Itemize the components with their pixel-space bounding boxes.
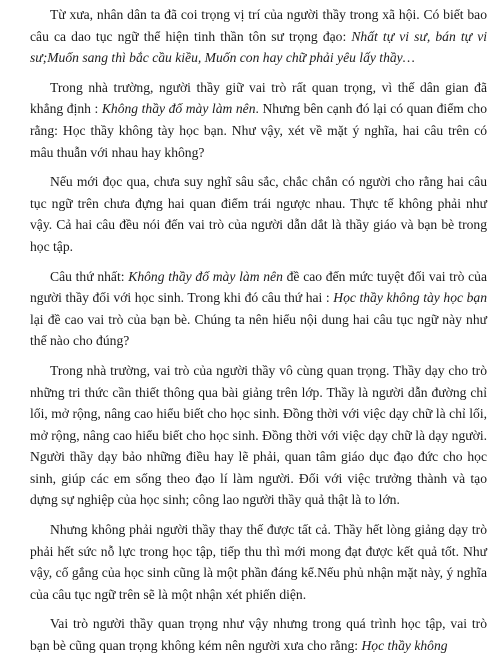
paragraph-2-quote: Không thầy đố mày làm nên bbox=[101, 101, 256, 117]
paragraph-6 bbox=[30, 519, 487, 605]
paragraph-7-text: Vai trò người thầy quan trọng như vậy nhưng trong quá trình học tập, vai trò bạn bè cũng quan trọng không kém nên người xưa cho rằng: bbox=[30, 616, 487, 654]
paragraph-1-quote: Nhất tự vi sư, bán tự vi sư;Muốn sang thì bắc cầu kiều, Muốn con hay chữ phải yêu lấy thầy… bbox=[30, 28, 488, 66]
paragraph-5-text: Trong nhà trường, vai trò của người thầy vô cùng quan trọng. Thầy dạy cho trò những tri thức cần thiết thông qua bài giảng trên lớp. Thầy là người dẫn đường chỉ lối, mở rộng, nâng cao hiểu biết cho học sinh. Đồng thời với việc dạy chữ là chỉ lối, mở rộng, nâng cao hiểu biết cho học sinh. Đồng thời với việc dạy chữ là dạy người. Người thầy dạy bảo những điều hay lẽ phải, quan tâm giáo dục đạo đức cho học sinh, giúp các em sống theo đạo lí làm người. Đối với việc trưởng thành và tạo dựng sự nghiệp của học sinh; công lao người thầy quả thật là to lớn. bbox=[30, 362, 487, 508]
paragraph-6-text: Nhưng không phải người thầy thay thế được tất cả. Thầy hết lòng giảng dạy trò phải hết sức nỗ lực trong học tập, tiếp thu thì mới mong đạt được kết quả tốt. Như vậy, cố gắng của học sinh cũng là một phần đáng kể.Nếu phủ nhận mặt này, ý nghĩa của câu tục ngữ trên sẽ là một nhận xét phiến diện. bbox=[30, 522, 487, 602]
paragraph-4-quote-a: Không thầy đố mày làm nên bbox=[128, 268, 283, 284]
paragraph-4 bbox=[30, 266, 487, 352]
paragraph-4-text-c: lại đề cao vai trò của bạn bè. Chúng ta nên hiểu nội dung hai câu tục ngữ này như thế nào cho đúng? bbox=[30, 311, 487, 349]
paragraph-1-text: Từ xưa, nhân dân ta đã coi trọng vị trí của người thầy trong xã hội. Có biết bao câu ca dao tục ngữ thể hiện tinh thần tôn sư trọng đạo: bbox=[30, 7, 487, 44]
paragraph-2-text-a: Trong nhà trường, người thầy giữ vai trò rất quan trọng, vì thế dân gian đã khẳng định : bbox=[30, 79, 487, 117]
paragraph-7-quote: Học thầy không bbox=[361, 638, 448, 654]
paragraph-3 bbox=[30, 171, 487, 257]
paragraph-3-text: Nếu mới đọc qua, chưa suy nghĩ sâu sắc, chắc chắn có người cho rằng hai câu tục ngữ trên chưa đựng hai quan điểm trái ngược nhau. Thực tế không phải như vậy. Cả hai câu đều nói đến vai trò của người dẫn dắt là thầy giáo và bạn bè trong học tập. bbox=[30, 174, 487, 254]
paragraph-7 bbox=[30, 613, 487, 656]
paragraph-4-text-b: đề cao đến mức tuyệt đối vai trò của người thầy đối với học sinh. Trong khi đó câu thứ hai : bbox=[30, 268, 487, 306]
paragraph-4-text-a: Câu thứ nhất: bbox=[50, 268, 129, 284]
document-page bbox=[30, 4, 487, 657]
paragraph-4-quote-b: Học thầy không tày học bạn bbox=[333, 290, 488, 306]
paragraph-5 bbox=[30, 360, 487, 511]
paragraph-1 bbox=[30, 4, 487, 69]
paragraph-2 bbox=[30, 77, 487, 163]
paragraph-2-text-b: . Nhưng bên cạnh đó lại có quan điểm cho rằng: Học thầy không tày học bạn. Như vậy, xét về mặt ý nghĩa, hai câu trên có mâu thuẫn với nhau hay không? bbox=[30, 101, 487, 160]
